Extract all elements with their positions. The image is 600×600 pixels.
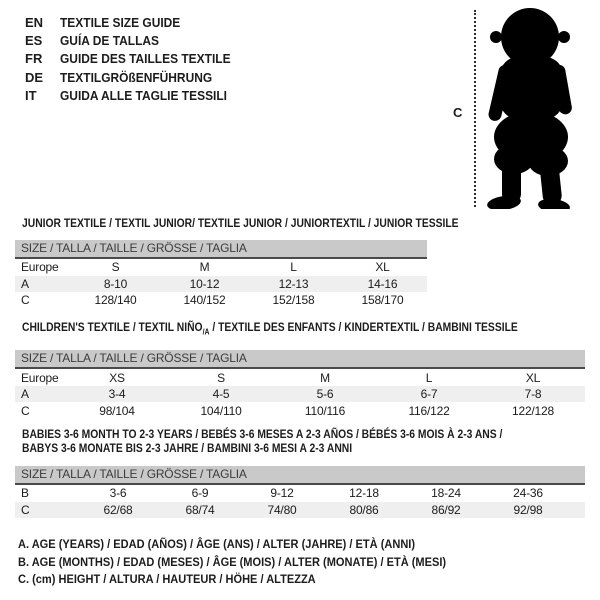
table-cell: 6-7 — [420, 387, 438, 402]
table-cell: 12-18 — [349, 486, 379, 501]
row-label: A — [21, 276, 29, 291]
row-label: B — [21, 486, 29, 501]
table-cell: XL — [525, 370, 541, 385]
row-label: C — [21, 502, 30, 517]
babies-table — [15, 485, 585, 518]
language-row — [25, 50, 245, 68]
junior-table — [15, 259, 427, 309]
table-cell: XL — [375, 260, 390, 275]
baby-silhouette-icon — [484, 7, 582, 209]
language-label: GUIDE DES TAILLES TEXTILE — [60, 51, 231, 67]
table-row — [15, 276, 427, 293]
table-cell: 92/98 — [513, 502, 543, 517]
table-cell: 140/152 — [183, 293, 226, 308]
children-title-subscript: /A — [202, 327, 210, 337]
table-cell: 8-10 — [103, 276, 128, 291]
legend-line — [18, 571, 483, 589]
legend-text: A. AGE (YEARS) / EDAD (AÑOS) / ÂGE (ANS) / ALTER (JAHRE) / ETÀ (ANNI) — [18, 537, 416, 551]
babies-table-title — [22, 427, 506, 455]
legend — [18, 536, 483, 589]
row-label: C — [21, 293, 30, 308]
table-cell: 12-13 — [278, 276, 309, 291]
language-code: DE — [25, 69, 44, 85]
row-label: C — [21, 403, 30, 418]
size-header-bar: SIZE / TALLA / TAILLE / GRÖSSE / TAGLIA — [15, 466, 585, 485]
table-cell: 62/68 — [103, 502, 133, 517]
babies-table-section — [15, 427, 585, 518]
height-measure-label: C — [453, 105, 463, 120]
children-table-section — [15, 320, 585, 419]
language-code: IT — [25, 88, 37, 104]
table-cell: S — [217, 370, 225, 385]
table-cell: L — [290, 260, 297, 275]
language-row — [25, 87, 245, 105]
table-cell: 9-12 — [270, 486, 294, 501]
babies-title-line1: BABIES 3-6 MONTH TO 2-3 YEARS / BEBÉS 3-6 MESES A 2-3 AÑOS / BÉBÉS 3-6 MOIS À 2-3 ANS / — [22, 427, 503, 441]
row-label: Europe — [21, 260, 59, 275]
language-label: GUÍA DE TALLAS — [60, 33, 160, 49]
row-label: Europe — [21, 370, 59, 385]
table-cell: 152/158 — [272, 293, 315, 308]
children-title-prefix: CHILDREN'S TEXTILE / TEXTIL NIÑO — [22, 320, 203, 334]
legend-line — [18, 536, 483, 554]
table-cell: 80/86 — [349, 502, 379, 517]
language-label: TEXTILGRÖßENFÜHRUNG — [60, 69, 213, 85]
table-row — [15, 369, 585, 386]
table-cell: 104/110 — [200, 403, 242, 418]
legend-text: B. AGE (MONTHS) / EDAD (MESES) / ÂGE (MOIS) / ALTER (MONATE) / ETÀ (MESI) — [18, 554, 447, 569]
babies-title-line2: BABYS 3-6 MONATE BIS 2-3 JAHRE / BAMBINI 3-6 MESI A 2-3 ANNI — [22, 441, 353, 455]
language-code: EN — [25, 14, 44, 30]
table-cell: 24-36 — [513, 486, 543, 501]
table-row — [15, 292, 427, 309]
table-cell: L — [425, 370, 433, 385]
junior-table-title: JUNIOR TEXTILE / TEXTIL JUNIOR/ TEXTILE JUNIOR / JUNIORTEXTIL / JUNIOR TESSILE — [22, 216, 459, 230]
children-table — [15, 369, 585, 419]
language-label: GUIDA ALLE TAGLIE TESSILI — [60, 88, 228, 104]
size-header-bar: SIZE / TALLA / TAILLE / GRÖSSE / TAGLIA — [15, 240, 427, 259]
table-cell: 158/170 — [361, 293, 404, 308]
table-cell: 3-4 — [108, 387, 126, 402]
table-cell: 86/92 — [431, 502, 461, 517]
legend-line — [18, 554, 483, 572]
table-row — [15, 259, 427, 276]
table-cell: 116/122 — [408, 403, 450, 418]
language-row — [25, 31, 245, 49]
table-cell: S — [111, 260, 120, 275]
height-measure-line — [474, 10, 476, 207]
table-cell: 14-16 — [367, 276, 398, 291]
table-cell: 74/80 — [267, 502, 297, 517]
children-table-title — [22, 320, 518, 339]
table-cell: 6-9 — [191, 486, 209, 501]
table-row — [15, 485, 585, 502]
table-cell: M — [320, 370, 330, 385]
table-row — [15, 502, 585, 519]
table-row — [15, 402, 585, 419]
language-list — [25, 13, 245, 105]
language-row — [25, 68, 245, 86]
table-cell: M — [199, 260, 210, 275]
table-cell: 5-6 — [316, 387, 334, 402]
table-cell: XS — [109, 370, 125, 385]
filler-cell — [569, 485, 585, 502]
table-cell: 98/104 — [99, 403, 135, 418]
table-cell: 7-8 — [524, 387, 542, 402]
language-code: ES — [25, 33, 43, 49]
language-code: FR — [25, 51, 43, 67]
language-row — [25, 13, 245, 31]
legend-text: C. (cm) HEIGHT / ALTURA / HAUTEUR / HÖHE / ALTEZZA — [18, 572, 316, 586]
junior-table-section — [15, 216, 459, 309]
size-header-bar: SIZE / TALLA / TAILLE / GRÖSSE / TAGLIA — [15, 350, 585, 369]
children-title-suffix: / TEXTILE DES ENFANTS / KINDERTEXTIL / BAMBINI TESSILE — [209, 320, 518, 334]
row-label: A — [21, 387, 29, 402]
table-cell: 68/74 — [185, 502, 215, 517]
table-cell: 110/116 — [304, 403, 346, 418]
table-cell: 18-24 — [431, 486, 461, 501]
table-cell: 10-12 — [189, 276, 220, 291]
filler-cell — [569, 502, 585, 519]
table-cell: 128/140 — [94, 293, 137, 308]
table-cell: 4-5 — [212, 387, 230, 402]
table-cell: 3-6 — [109, 486, 127, 501]
language-label: TEXTILE SIZE GUIDE — [60, 14, 181, 30]
table-row — [15, 386, 585, 403]
table-cell: 122/128 — [512, 403, 554, 418]
